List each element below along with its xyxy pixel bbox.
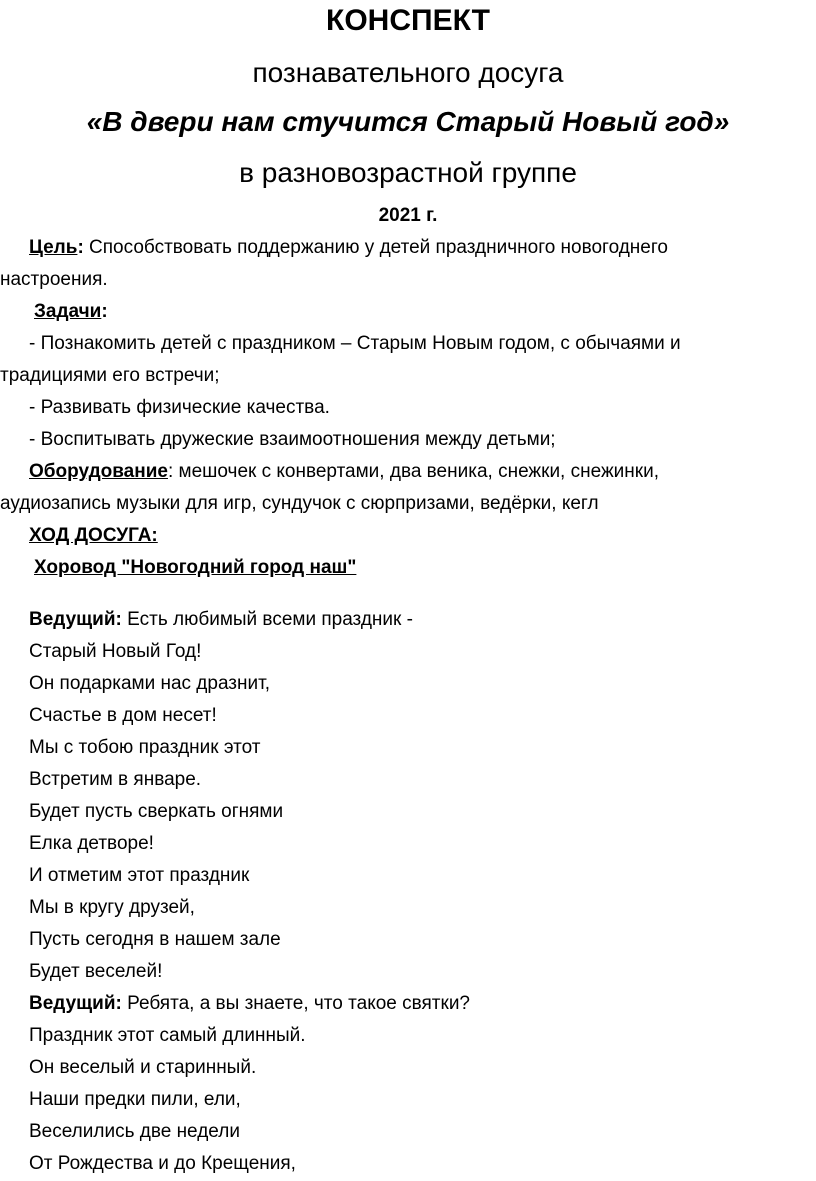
goal-label: Цель [29, 237, 78, 258]
poem1-line: Мы в кругу друзей, [29, 897, 195, 918]
poem2-line: Веселились две недели [29, 1121, 240, 1142]
equipment-line-1 [29, 460, 659, 484]
task-3: - Воспитывать дружеские взаимоотношения между детьми; [29, 429, 556, 450]
document-title: КОНСПЕКТ [326, 4, 490, 37]
poem1-line: И отметим этот праздник [29, 865, 250, 886]
poem1-line: Он подарками нас дразнит, [29, 673, 270, 694]
poem2-line: От Рождества и до Крещения, [29, 1153, 296, 1174]
poem1-speaker: Ведущий: [29, 609, 122, 630]
tasks-label: Задачи [34, 301, 102, 322]
poem1-line: Старый Новый Год! [29, 641, 202, 662]
equipment-line-2: аудиозапись музыки для игр, сундучок с сюрпризами, ведёрки, кегл [0, 493, 599, 514]
poem1-line: Встретим в январе. [29, 769, 202, 790]
poem2-first-line [29, 992, 470, 1016]
poem1-first-line [29, 608, 413, 632]
year-line: 2021 г. [378, 205, 438, 226]
course-heading: ХОД ДОСУГА: [29, 525, 158, 546]
task-2: - Развивать физические качества. [29, 397, 330, 418]
tasks-colon: : [101, 301, 108, 322]
task-1-line-2: традициями его встречи; [0, 365, 220, 386]
poem1-line: Будет веселей! [29, 961, 163, 982]
equipment-label: Оборудование [29, 461, 168, 482]
goal-text-1: Способствовать поддержанию у детей праздничного новогоднего [83, 237, 668, 258]
task-1-line-1: - Познакомить детей с праздником – Старым Новым годом, с обычаями и [29, 333, 681, 354]
poem1-first-text: Есть любимый всеми праздник - [121, 609, 413, 630]
group-line: в разновозрастной группе [239, 157, 577, 188]
poem2-first-text: Ребята, а вы знаете, что такое святки? [121, 993, 470, 1014]
goal-line-1 [29, 236, 668, 260]
poem1-line: Пусть сегодня в нашем зале [29, 929, 281, 950]
document-subtitle: познавательного досуга [252, 57, 564, 88]
goal-colon: : [77, 237, 84, 258]
poem1-line: Будет пусть сверкать огнями [29, 801, 284, 822]
poem2-line: Наши предки пили, ели, [29, 1089, 241, 1110]
poem2-speaker: Ведущий: [29, 993, 122, 1014]
dance-title: Хоровод "Новогодний город наш" [34, 557, 357, 578]
equipment-text-1: : мешочек с конвертами, два веника, снежки, снежинки, [167, 461, 659, 482]
poem2-line: Он веселый и старинный. [29, 1057, 257, 1078]
poem1-line: Счастье в дом несет! [29, 705, 217, 726]
event-title: «В двери нам стучится Старый Новый год» [86, 106, 730, 137]
goal-line-2: настроения. [0, 269, 108, 290]
poem2-line: Праздник этот самый длинный. [29, 1025, 306, 1046]
tasks-heading [34, 300, 108, 324]
poem1-line: Елка детворе! [29, 833, 154, 854]
poem1-line: Мы с тобою праздник этот [29, 737, 261, 758]
